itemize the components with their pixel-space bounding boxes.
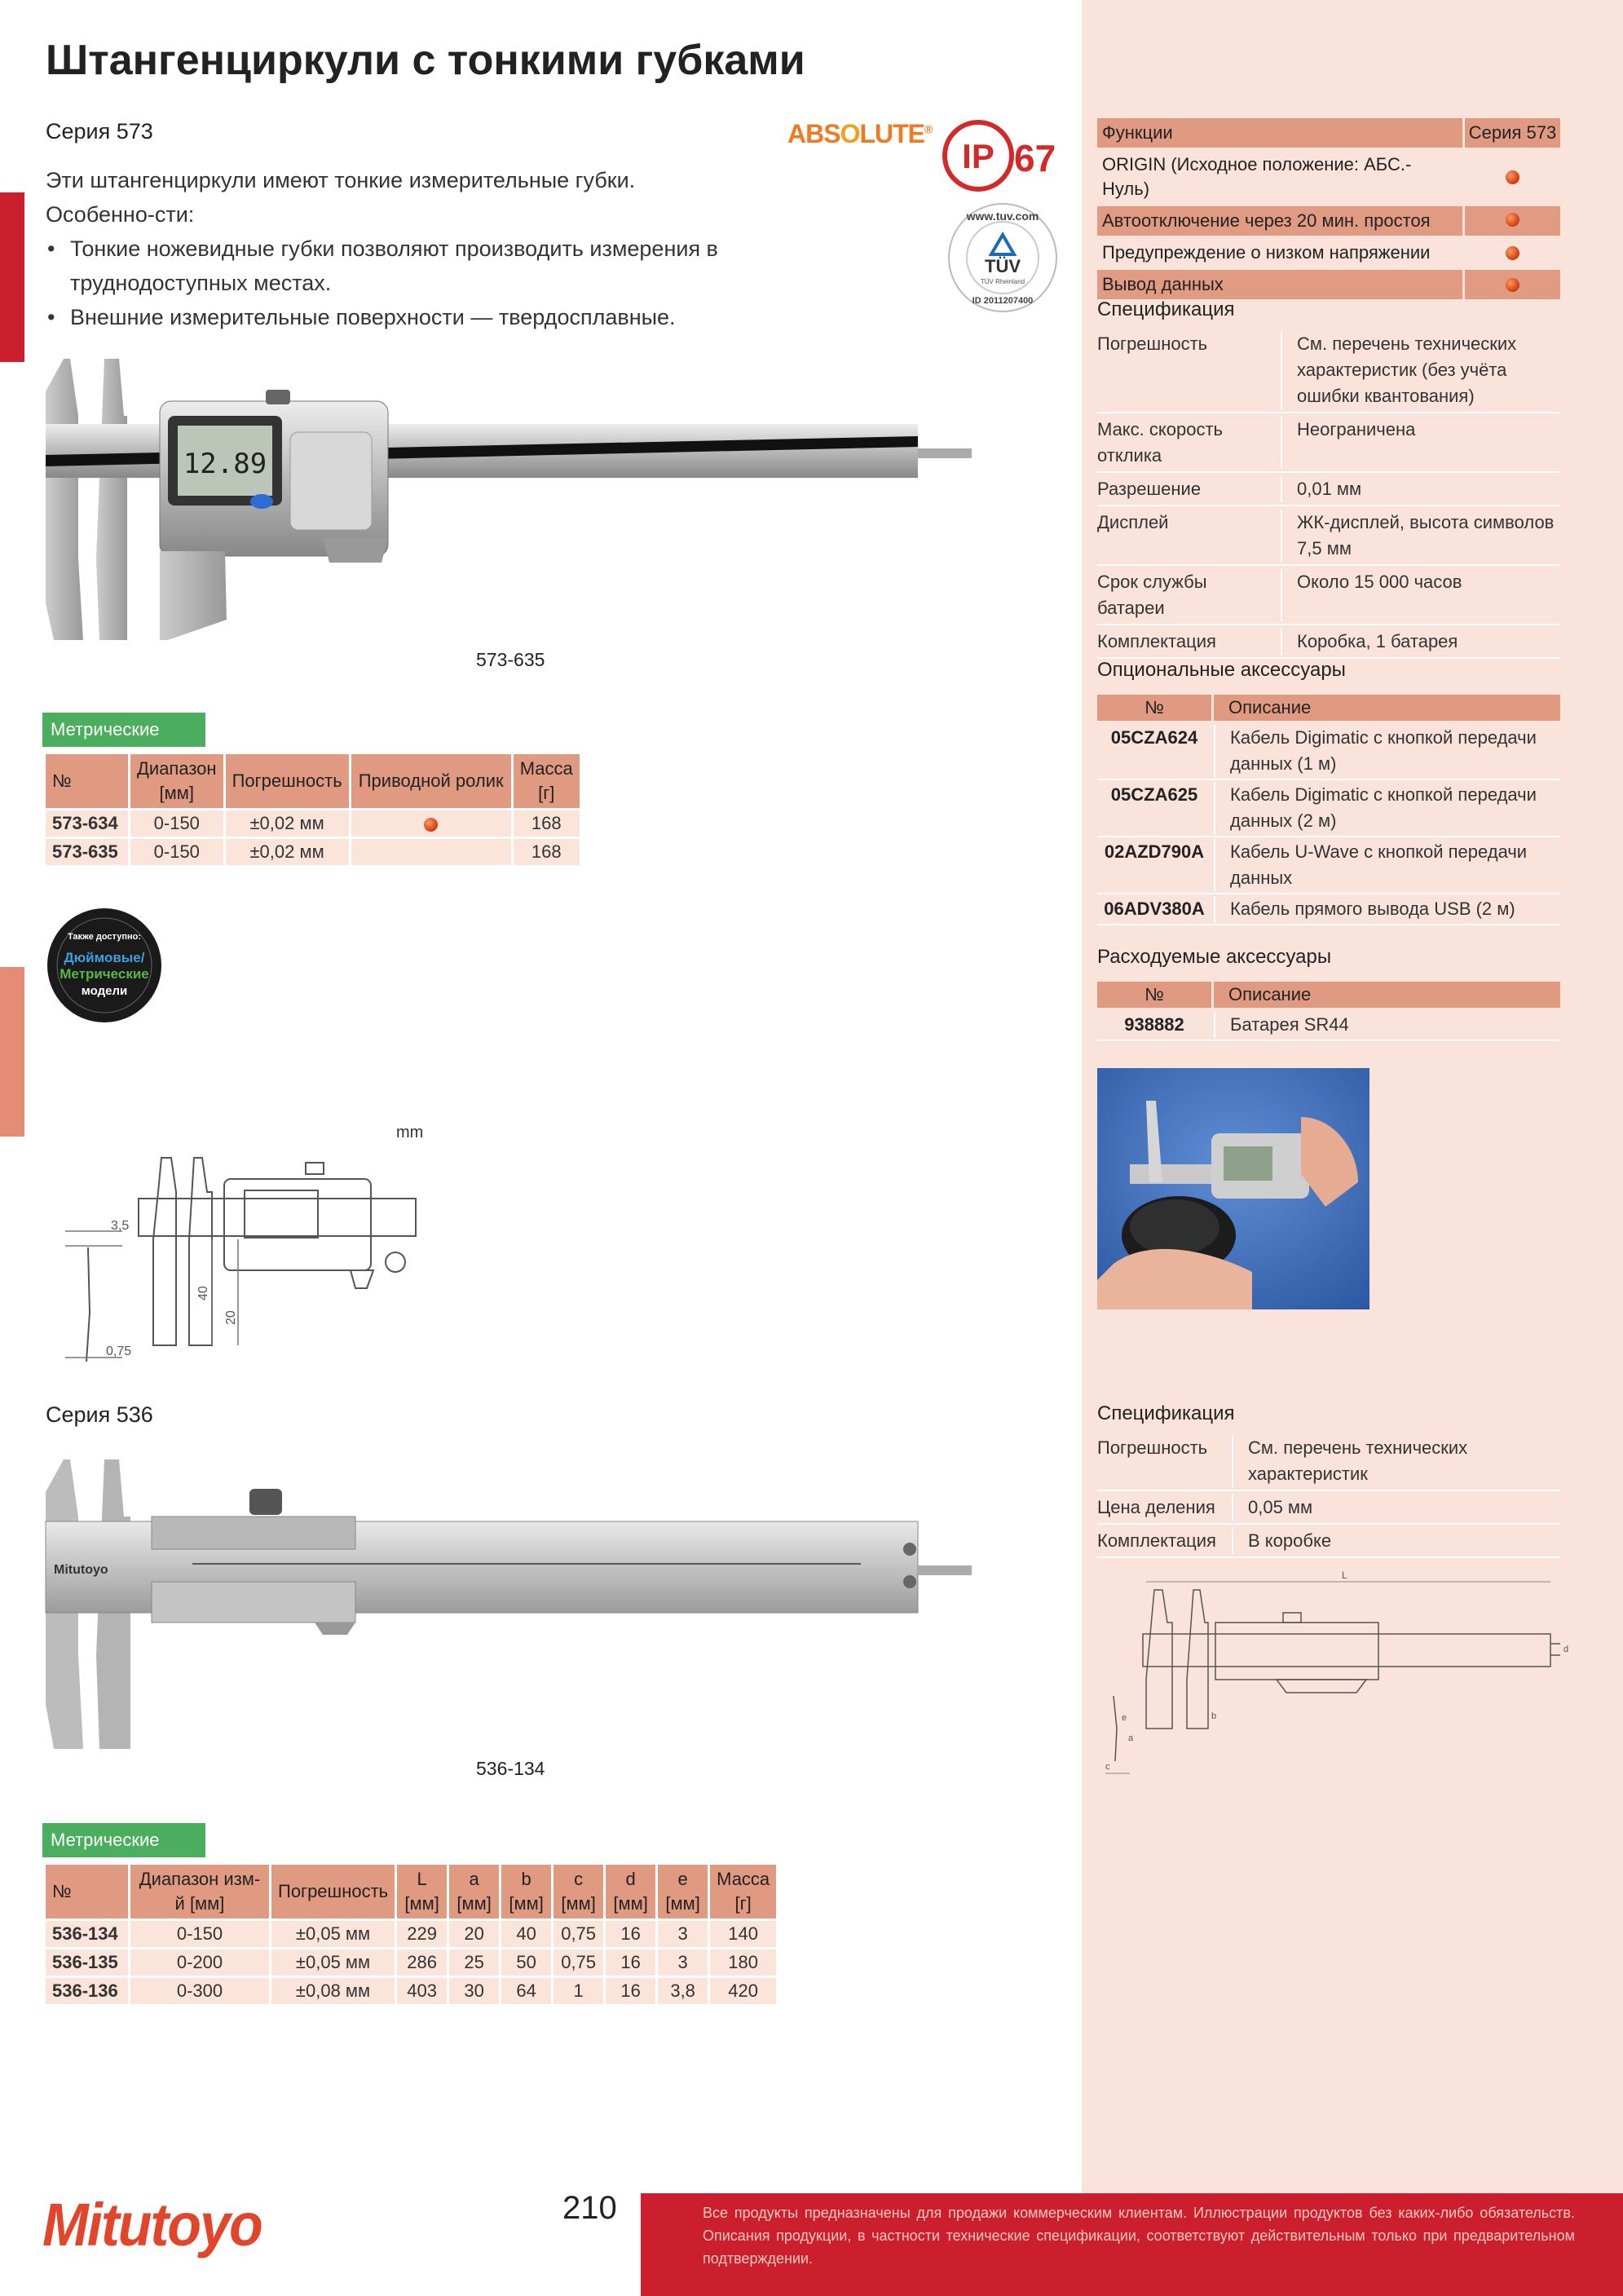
series-573-heading: Серия 573 [46, 119, 153, 144]
spec-row [1097, 625, 1560, 659]
cell: 3 [658, 1949, 708, 1976]
functions-table [1097, 118, 1560, 302]
cell: ±0,02 мм [226, 810, 349, 837]
spec-value: 0,05 мм [1232, 1495, 1560, 1521]
col-header: Диапазон изм-й [мм] [130, 1865, 269, 1918]
optional-heading: Опциональные аксессуары [1097, 659, 1346, 681]
optional-header [1097, 695, 1560, 721]
cell: 168 [514, 810, 580, 837]
dim-label: b [1211, 1711, 1217, 1721]
absolute-logo: ABSOLUTE® [787, 119, 933, 148]
intro-text: Эти штангенциркули имеют тонкие измерительные губки. Особенно-сти: [46, 168, 636, 227]
page-number: 210 [562, 2190, 617, 2226]
dim-label: a [1128, 1733, 1134, 1743]
digital-caliper-image [46, 359, 975, 644]
accessory-code: 938882 [1124, 1014, 1184, 1035]
function-label: Предупреждение о низком напряжении [1102, 242, 1431, 263]
spec-value: Коробка, 1 батарея [1281, 629, 1560, 655]
feature-dot-icon [1506, 246, 1519, 260]
cell: 3,8 [658, 1978, 708, 2004]
usage-photo [1097, 1068, 1369, 1309]
feature-list [46, 232, 747, 334]
cell [351, 839, 511, 865]
spec-row [1097, 506, 1560, 566]
side-accent-salmon [0, 967, 24, 1137]
feature-item: • Тонкие ножевидные губки позволяют производить измерения в труднодоступных местах. [46, 232, 747, 300]
availability-dot-icon [424, 818, 438, 832]
accessory-row [1097, 723, 1560, 780]
function-mark [1465, 206, 1560, 236]
spec-key: Разрешение [1097, 479, 1202, 499]
image-caption-536: 536-134 [476, 1758, 545, 1779]
table-row [46, 810, 580, 837]
cell: 0-150 [130, 839, 223, 865]
spec-value: ЖК-дисплей, высота символов 7,5 мм [1281, 510, 1560, 562]
cell: 286 [397, 1949, 447, 1976]
table-row [46, 839, 580, 865]
spec-573-table [1097, 328, 1560, 659]
col-header: № [46, 754, 128, 808]
tuv-url: www.tuv.com [966, 210, 1039, 223]
spec-value: См. перечень технических характеристик (без учёта ошибки квантования) [1281, 331, 1560, 409]
spec-key: Макс. скорость отклика [1097, 419, 1224, 466]
drawing-unit: mm [396, 1124, 424, 1141]
feature-dot-icon [1506, 213, 1519, 227]
cell: 420 [710, 1978, 776, 2004]
cell: 16 [606, 1978, 655, 2004]
spec-row [1097, 1525, 1560, 1558]
dim-label: 3,5 [111, 1219, 130, 1233]
metric-tag-573: Метрические [42, 713, 205, 747]
cell: 229 [397, 1921, 447, 1947]
col-header: Описание [1214, 982, 1560, 1008]
col-header: Погрешность [226, 754, 349, 808]
cell: 0-300 [130, 1978, 269, 2004]
spec-573-heading: Спецификация [1097, 298, 1235, 320]
spec-value: В коробке [1232, 1528, 1560, 1554]
col-header: Диапазон [мм] [130, 754, 223, 808]
feature-dot-icon [1506, 278, 1519, 292]
cell: 403 [397, 1978, 447, 2004]
cell: 0,75 [553, 1949, 603, 1976]
dim-label: c [1105, 1762, 1110, 1772]
cell: 20 [449, 1921, 499, 1947]
col-header: Описание [1214, 695, 1560, 721]
metric-tag-536: Метрические [42, 1823, 205, 1857]
col-header: Масса [г] [710, 1865, 776, 1918]
cell: 140 [710, 1921, 776, 1947]
function-mark [1465, 150, 1560, 204]
function-label: ORIGIN (Исходное положение: АБС.-Нуль) [1102, 154, 1412, 199]
accessory-row [1097, 894, 1560, 925]
accessory-code: 05CZA624 [1110, 727, 1198, 748]
col-header: № [46, 1865, 128, 1918]
badge-line4: модели [81, 984, 128, 998]
col-header: Серия 573 [1465, 118, 1560, 148]
feature-dot-icon [1506, 170, 1519, 184]
accessory-code: 02AZD790A [1104, 841, 1205, 862]
cell: 0-150 [130, 1921, 269, 1947]
spec-key: Цена деления [1097, 1497, 1215, 1517]
dim-label: 40 [196, 1286, 210, 1300]
dim-label: 0,75 [106, 1344, 132, 1358]
accessory-desc: Кабель Digimatic с кнопкой передачи данных (2 м) [1214, 782, 1560, 834]
cell: 25 [449, 1949, 499, 1976]
spec-key: Комплектация [1097, 1530, 1216, 1551]
cell: 0-150 [130, 810, 223, 837]
series-536-heading: Серия 536 [46, 1402, 153, 1427]
image-caption-573: 573-635 [476, 649, 545, 670]
consumables-heading: Расходуемые аксессуары [1097, 946, 1332, 968]
spec-value: 0,01 мм [1281, 476, 1560, 502]
function-row [1097, 150, 1560, 204]
tuv-name: TÜV [985, 256, 1021, 276]
spec-key: Комплектация [1097, 631, 1216, 651]
optional-table [1097, 695, 1560, 925]
tool-brand: Mitutoyo [54, 1563, 108, 1577]
col-header: № [1097, 982, 1211, 1008]
lcd-reading: 12.89 [183, 448, 267, 480]
feature-item: • Внешние измерительные поверхности — твердосплавные. [46, 300, 747, 334]
cell: 573-635 [46, 839, 128, 865]
accessory-row [1097, 837, 1560, 894]
ip-number: 67 [1014, 137, 1056, 179]
functions-header [1097, 118, 1560, 148]
spec-row [1097, 328, 1560, 413]
spec-key: Дисплей [1097, 512, 1169, 532]
accessory-desc: Кабель прямого вывода USB (2 м) [1214, 896, 1560, 922]
tuv-logo [946, 201, 1060, 315]
vernier-caliper-image [46, 1459, 975, 1753]
function-label: Автоотключение через 20 мин. простоя [1097, 206, 1462, 236]
page-title: Штангенциркули с тонкими губками [46, 37, 805, 84]
spec-row [1097, 1491, 1560, 1525]
cell: 0,75 [553, 1921, 603, 1947]
cell: 180 [710, 1949, 776, 1976]
accessory-row [1097, 1010, 1560, 1041]
spec-row [1097, 1432, 1560, 1491]
tuv-id: ID 2011207400 [972, 296, 1034, 306]
dim-label: e [1122, 1713, 1127, 1723]
function-row [1097, 206, 1560, 236]
col-header: № [1097, 695, 1211, 721]
dim-label: 20 [224, 1310, 238, 1325]
col-header: c [мм] [553, 1865, 603, 1918]
footer-disclaimer: Все продукты предназначены для продажи коммерческим клиентам. Иллюстрации продуктов без каких-либо обязательств. Описания продукции, в частности технические спецификации, соответствуют действительным только при предварительном подтверждении. [703, 2205, 1575, 2267]
function-mark [1465, 238, 1560, 267]
dim-label: d [1563, 1645, 1569, 1654]
accessory-row [1097, 780, 1560, 837]
table-row [46, 1978, 776, 2004]
cell: ±0,05 мм [271, 1921, 395, 1947]
cell: 50 [501, 1949, 551, 1976]
cell: 1 [553, 1978, 603, 2004]
cell: ±0,05 мм [271, 1949, 395, 1976]
cell: 64 [501, 1978, 551, 2004]
vernier-caliper-drawing [1097, 1565, 1570, 1786]
badge-line2: Дюймовые/ [64, 950, 145, 965]
spec-key: Погрешность [1097, 333, 1208, 354]
ip-text: IP [962, 137, 995, 175]
cell: 16 [606, 1949, 655, 1976]
spec-536-heading: Спецификация [1097, 1402, 1235, 1424]
accessory-code: 06ADV380A [1104, 899, 1205, 919]
accessory-desc: Кабель Digimatic с кнопкой передачи данных (1 м) [1214, 725, 1560, 777]
inch-metric-badge [46, 907, 163, 1024]
cell-dot [351, 810, 511, 837]
spec-row [1097, 473, 1560, 506]
cell: 40 [501, 1921, 551, 1947]
table-536 [43, 1862, 778, 2007]
function-mark [1465, 270, 1560, 299]
col-header: L [мм] [397, 1865, 447, 1918]
cell: 536-135 [46, 1949, 128, 1976]
accessory-desc: Батарея SR44 [1214, 1012, 1560, 1038]
col-header: Приводной ролик [351, 754, 511, 808]
spec-key: Погрешность [1097, 1437, 1208, 1458]
cell: 30 [449, 1978, 499, 2004]
series-573-intro [46, 163, 747, 334]
spec-value: Около 15 000 часов [1281, 569, 1560, 621]
tuv-sub: TÜV Rheinland [980, 278, 1025, 285]
spec-key: Срок службы батареи [1097, 572, 1207, 618]
dim-label: L [1342, 1570, 1347, 1581]
spec-value: Неограничена [1281, 417, 1560, 469]
cell: 16 [606, 1921, 655, 1947]
cell: 3 [658, 1921, 708, 1947]
col-header: Погрешность [271, 1865, 395, 1918]
table-row [46, 1949, 776, 1976]
accessory-desc: Кабель U-Wave с кнопкой передачи данных [1214, 839, 1560, 891]
digital-caliper-drawing [57, 1150, 416, 1370]
col-header: b [мм] [501, 1865, 551, 1918]
spec-row [1097, 566, 1560, 625]
function-label: Вывод данных [1097, 270, 1462, 299]
cell: ±0,02 мм [226, 839, 349, 865]
side-accent-red [0, 192, 24, 362]
table-row [46, 1921, 776, 1947]
col-header: e [мм] [658, 1865, 708, 1918]
spec-536-table [1097, 1432, 1560, 1558]
function-row [1097, 270, 1560, 299]
function-row [1097, 238, 1560, 267]
ip67-logo [939, 119, 1061, 192]
cell: 0-200 [130, 1949, 269, 1976]
badge-line1: Также доступно: [67, 932, 142, 942]
cell: 168 [514, 839, 580, 865]
spec-value: См. перечень технических характеристик [1232, 1435, 1560, 1487]
cell: 536-136 [46, 1978, 128, 2004]
accessory-code: 05CZA625 [1110, 784, 1198, 805]
badge-line3: Метрические [60, 966, 149, 982]
col-header: Масса [г] [514, 754, 580, 808]
mitutoyo-logo: Mitutoyo [42, 2191, 262, 2258]
consumables-table [1097, 982, 1560, 1041]
origin-button-icon [250, 494, 273, 509]
cell: 536-134 [46, 1921, 128, 1947]
table-573 [43, 752, 582, 868]
cell: ±0,08 мм [271, 1978, 395, 2004]
col-header: a [мм] [449, 1865, 499, 1918]
consumables-header [1097, 982, 1560, 1008]
col-header: Функции [1097, 118, 1462, 148]
cell: 573-634 [46, 810, 128, 837]
col-header: d [мм] [606, 1865, 655, 1918]
spec-row [1097, 413, 1560, 473]
